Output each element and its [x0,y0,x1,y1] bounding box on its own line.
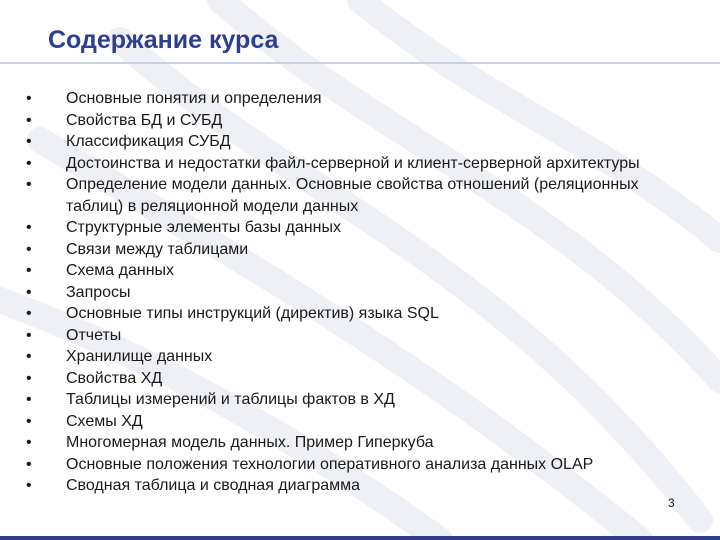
bullet-icon: • [26,326,32,344]
list-item [22,346,682,368]
list-item-text: Схема данных [66,262,175,279]
list-item [22,131,682,153]
list-item-text: Многомерная модель данных. Пример Гиперкуба [66,434,434,451]
list-item-text: Связи между таблицами [66,240,249,258]
bullet-icon: • [26,219,32,236]
list-item [22,368,682,390]
list-item-text: Сводная таблица и сводная диаграмма [66,477,361,494]
bullet-icon: • [26,369,32,387]
list-item [22,260,682,282]
bullet-icon: • [26,434,32,451]
list-item-text: Классификация СУБД [66,133,231,150]
bullet-icon: • [26,111,32,129]
bullet-icon: • [26,391,32,408]
bullet-icon: • [26,90,32,107]
list-item-text: Запросы [66,283,131,301]
list-item [22,411,682,433]
title-divider [0,62,720,64]
list-item [22,325,682,347]
bullet-icon: • [26,412,32,430]
list-item-text: Достоинства и недостатки файл-серверной и клиент-серверной архитектуры [66,154,640,172]
list-item-text: Отчеты [66,326,122,344]
list-item [22,174,682,217]
bottom-accent-bar [0,536,720,540]
bullet-icon: • [26,154,32,172]
list-item-text: Схемы ХД [66,412,143,430]
list-item-text: Основные типы инструкций (директив) языка SQL [66,305,439,322]
list-item [22,282,682,304]
bullet-icon: • [26,133,32,150]
bullet-icon: • [26,455,32,473]
page-number: 3 [668,496,675,510]
list-item-text: Хранилище данных [66,348,213,365]
list-item [22,475,682,497]
bullet-icon: • [26,283,32,301]
list-item [22,110,682,132]
list-item [22,217,682,239]
list-item [22,88,682,110]
list-item [22,153,682,175]
list-item [22,389,682,411]
bullet-icon: • [26,477,32,494]
list-item-text: Свойства ХД [66,369,163,387]
list-item [22,239,682,261]
list-item [22,303,682,325]
list-item-text: Определение модели данных. Основные свойства отношений (реляционных таблиц) в реляционной модели данных [66,176,639,215]
course-contents-list [22,88,682,497]
list-item-text: Свойства БД и СУБД [66,111,223,129]
bullet-icon: • [26,262,32,279]
bullet-icon: • [26,305,32,322]
bullet-icon: • [26,348,32,365]
list-item-text: Основные понятия и определения [66,90,322,107]
list-item [22,432,682,454]
bullet-icon: • [26,240,32,258]
list-item-text: Таблицы измерений и таблицы фактов в ХД [66,391,395,408]
bullet-icon: • [26,176,32,193]
list-item-text: Основные положения технологии оперативного анализа данных OLAP [66,455,594,473]
list-item [22,454,682,476]
slide-title: Содержание курса [48,26,279,54]
list-item-text: Структурные элементы базы данных [66,219,341,236]
